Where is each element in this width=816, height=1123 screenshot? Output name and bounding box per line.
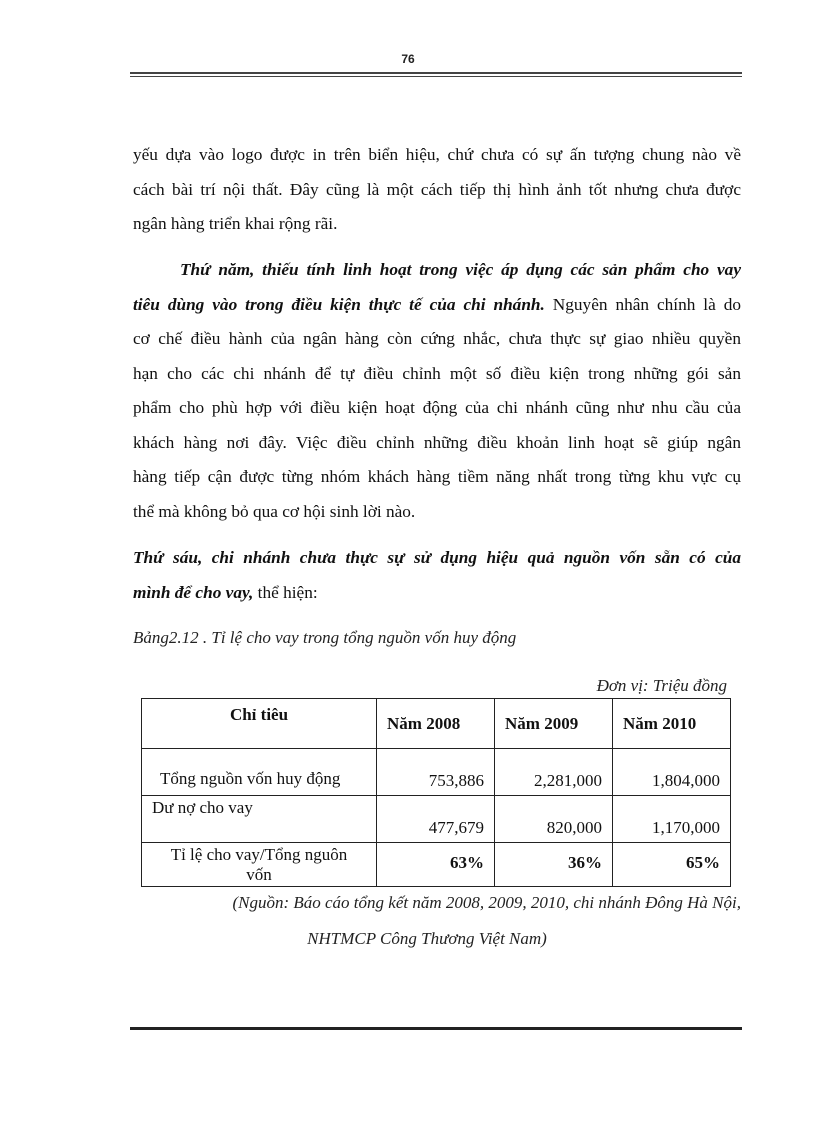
row-label-loan-ratio: [142, 843, 377, 887]
table-source: [133, 885, 741, 957]
table-source-line-1: (Nguồn: Báo cáo tổng kết năm 2008, 2009, 2010, chi nhánh Đông Hà Nội,: [232, 893, 741, 912]
table-header-row: [142, 699, 731, 749]
table-caption: Bảng2.12 . Tỉ lệ cho vay trong tổng nguồn vốn huy động: [133, 628, 517, 647]
paragraph-2-line-8: thể mà không bỏ qua cơ hội sinh lời nào.: [133, 501, 416, 521]
cell-value: 1,170,000: [613, 796, 731, 843]
paragraph-3-line-1: [133, 541, 741, 576]
header-indicator: Chỉ tiêu: [142, 699, 377, 749]
paragraph-2-line-2: [133, 288, 741, 323]
cell-value: 36%: [495, 843, 613, 887]
paragraph-2-heading-part-1: Thứ năm, thiếu tính linh hoạt trong việc áp dụng các sản phẩm cho vay: [180, 260, 741, 279]
table-row: [142, 749, 731, 796]
cell-value: 63%: [377, 843, 495, 887]
paragraph-3-heading-part-2: mình để cho vay,: [133, 582, 254, 602]
cell-value: 477,679: [377, 796, 495, 843]
paragraph-2-line-1: [133, 253, 741, 288]
row-label-loan-ratio-line-2: vốn: [246, 864, 272, 884]
paragraph-3: [133, 541, 741, 610]
paragraph-2-line-6: khách hàng nơi đây. Việc điều chỉnh những điều khoản linh hoạt sẽ giúp ngân: [133, 432, 741, 452]
paragraph-1-line-2: cách bài trí nội thất. Đây cũng là một cách tiếp thị hình ảnh tốt nhưng chưa được: [133, 179, 741, 199]
table-row: [142, 796, 731, 843]
table-source-line-2: NHTMCP Công Thương Việt Nam): [307, 929, 547, 948]
cell-value: 2,281,000: [495, 749, 613, 796]
paragraph-2-line-7: hàng tiếp cận được từng nhóm khách hàng tiềm năng nhất trong từng khu vực cụ: [133, 467, 741, 486]
row-label-total-capital: Tổng nguồn vốn huy động: [142, 749, 377, 796]
paragraph-3-heading-part-1: Thứ sáu, chi nhánh chưa thực sự sử dụng hiệu quả nguồn vốn sẵn có của: [133, 548, 741, 567]
page-number: 76: [401, 52, 415, 66]
paragraph-2: [133, 253, 741, 529]
footer-rule: [130, 1027, 742, 1030]
paragraph-2-heading-part-2: tiêu dùng vào trong điều kiện thực tế của chi nhánh.: [133, 294, 545, 314]
header-year-2008: Năm 2008: [377, 699, 495, 749]
row-label-loan-ratio-line-1: Tỉ lệ cho vay/Tổng nguôn: [170, 844, 348, 864]
table-unit: Đơn vị: Triệu đồng: [596, 676, 727, 695]
paragraph-3-line-2-rest: thể hiện:: [253, 582, 318, 602]
loan-ratio-table: [141, 698, 731, 887]
header-year-2009: Năm 2009: [495, 699, 613, 749]
paragraph-1: [133, 138, 741, 242]
cell-value: 1,804,000: [613, 749, 731, 796]
paragraph-2-line-5: phẩm cho phù hợp với điều kiện hoạt động của chi nhánh cũng như nhu cầu của: [133, 398, 741, 417]
paragraph-1-line-1: yếu dựa vào logo được in trên biển hiệu, chứ chưa có sự ấn tượng chung nào về: [133, 145, 741, 164]
paragraph-1-line-3: ngân hàng triển khai rộng rãi.: [133, 214, 338, 233]
cell-value: 820,000: [495, 796, 613, 843]
header-rule: [130, 72, 742, 77]
paragraph-2-line-2-rest: Nguyên nhân chính là do: [544, 294, 741, 314]
paragraph-2-line-4: hạn cho các chi nhánh để tự điều chỉnh một số điều kiện trong những gói sản: [133, 363, 741, 383]
table-row: [142, 843, 731, 887]
header-year-2010: Năm 2010: [613, 699, 731, 749]
cell-value: 753,886: [377, 749, 495, 796]
paragraph-2-line-3: cơ chế điều hành của ngân hàng còn cứng nhắc, chưa thực sự giao nhiều quyền: [133, 329, 741, 348]
row-label-outstanding-loans: Dư nợ cho vay: [142, 796, 377, 843]
cell-value: 65%: [613, 843, 731, 887]
paragraph-3-line-2: [133, 576, 741, 611]
